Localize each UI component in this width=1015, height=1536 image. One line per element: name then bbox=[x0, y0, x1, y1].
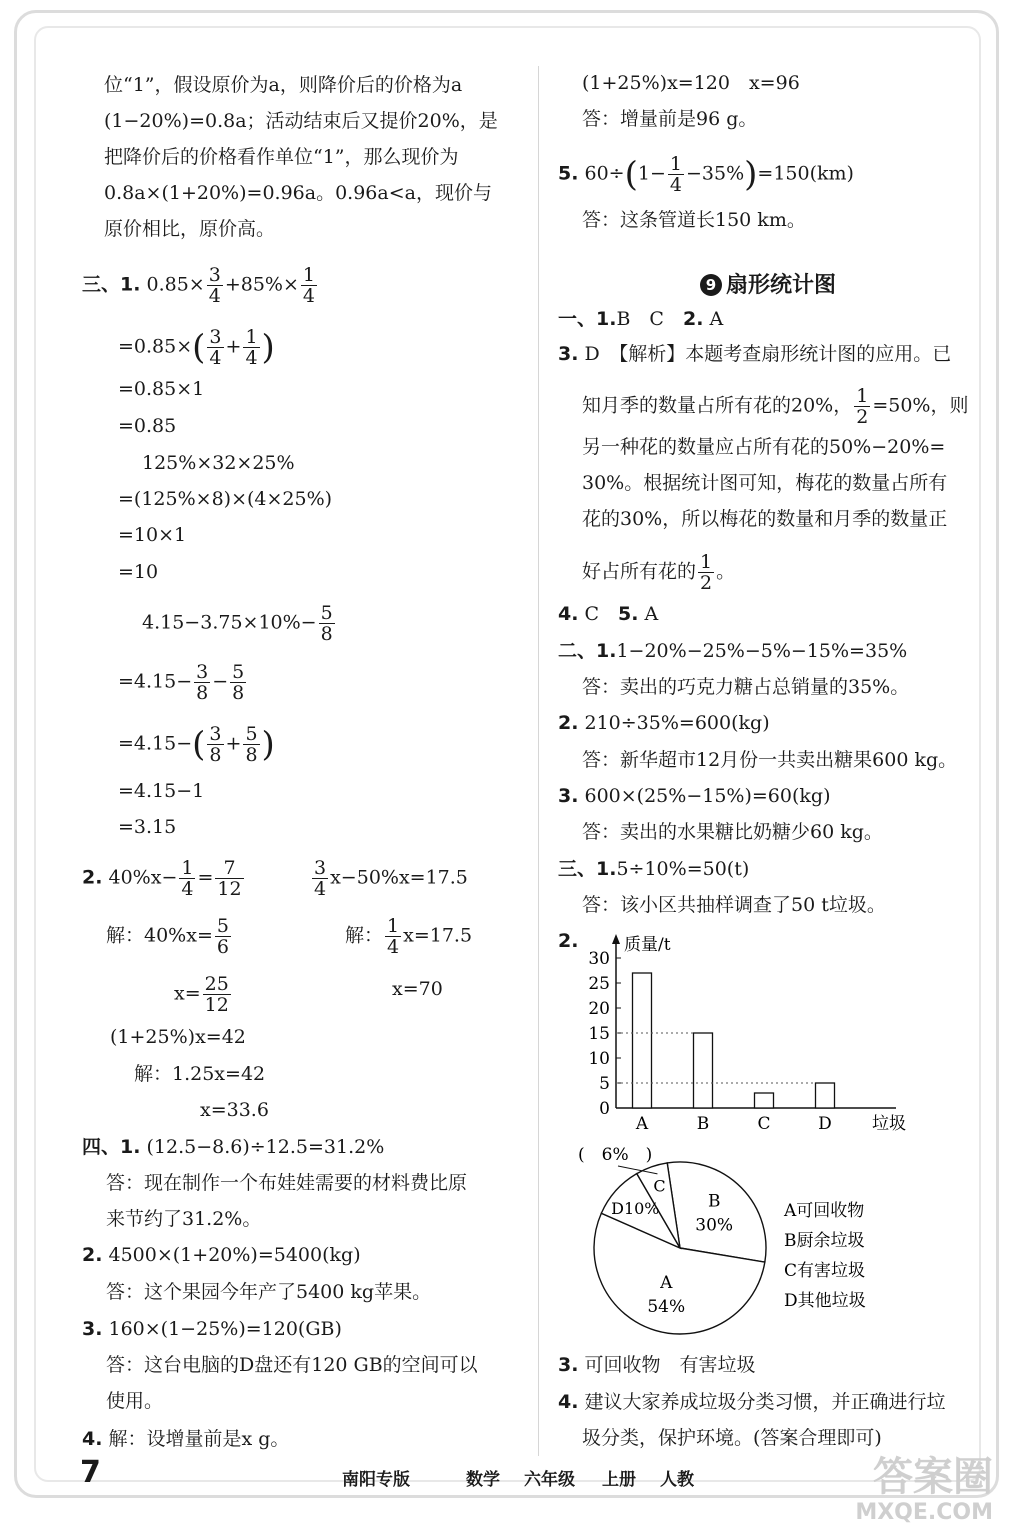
footer-edition: 南阳专版 bbox=[342, 1470, 410, 1490]
text-line: 位“1”，假设原价为a，则降价后的价格为a bbox=[104, 74, 463, 96]
fraction: $\frac{5}{8}$ bbox=[232, 661, 245, 704]
x-tick-label: C bbox=[757, 1114, 771, 1134]
text: = bbox=[197, 866, 214, 889]
calc-2-step: =10×1 bbox=[118, 524, 187, 546]
problem-line bbox=[558, 1389, 946, 1415]
text: A bbox=[709, 308, 724, 330]
question-number: 3. bbox=[558, 343, 579, 365]
bar-chart bbox=[580, 925, 920, 1135]
legend-item-C: C有害垃圾 bbox=[784, 1261, 866, 1281]
calc-3-step: =4.15−( $\frac{3}{8}$ + $\frac{5}{8}$ ) bbox=[118, 723, 275, 766]
equation-c: (1+25%)x=42 bbox=[110, 1026, 246, 1048]
footer-publisher: 人教 bbox=[660, 1470, 694, 1490]
calc-1-step: =0.85×1 bbox=[118, 378, 205, 400]
watermark-url: MXQE.COM bbox=[855, 1500, 993, 1525]
equation-b-step bbox=[345, 916, 472, 957]
y-tick-label: 30 bbox=[588, 949, 610, 969]
calc-2-question: 125%×32×25% bbox=[142, 452, 295, 474]
pie-label-value: 30% bbox=[695, 1215, 734, 1236]
text: 0.85× bbox=[146, 273, 205, 296]
text: 40%x− bbox=[108, 866, 178, 889]
text: =0.85× bbox=[118, 335, 193, 358]
text-line: 0.8a×(1+20%)=0.96a。0.96a<a，现价与 bbox=[104, 182, 492, 204]
calc-3-question bbox=[142, 603, 337, 644]
fraction: $\frac{1}{2}$ bbox=[856, 385, 869, 428]
problem-4 bbox=[82, 1426, 289, 1452]
answer-line: 来节约了31.2%。 bbox=[106, 1208, 262, 1230]
fraction: $\frac{3}{4}$ bbox=[209, 326, 222, 369]
bar-D bbox=[816, 1083, 835, 1108]
calc-2-step: =10 bbox=[118, 561, 159, 583]
text: A bbox=[644, 603, 659, 625]
text: + bbox=[225, 732, 242, 755]
x-tick-label: D bbox=[818, 1114, 832, 1134]
text: x= bbox=[174, 982, 201, 1005]
pie-label-key: C bbox=[653, 1176, 666, 1196]
calc-3-step: =3.15 bbox=[118, 816, 177, 838]
footer-term: 上册 bbox=[602, 1470, 636, 1490]
text: − bbox=[212, 670, 229, 693]
text: 160×(1−25%)=120(GB) bbox=[108, 1318, 342, 1340]
fraction: $\frac{5}{6}$ bbox=[216, 915, 229, 958]
explanation-line bbox=[582, 552, 735, 593]
y-tick-label: 15 bbox=[588, 1024, 610, 1044]
question-number: 2. bbox=[682, 308, 704, 330]
question-number: 3. bbox=[82, 1318, 103, 1340]
explanation-line: 30%。根据统计图可知，梅花的数量占所有 bbox=[582, 472, 948, 494]
answer-line: 答：增量前是96 g。 bbox=[582, 108, 758, 130]
explanation-line: 另一种花的数量应占所有花的50%−20%= bbox=[582, 436, 946, 458]
section-heading bbox=[700, 268, 836, 299]
fraction: $\frac{3}{4}$ bbox=[208, 264, 221, 307]
problem-2 bbox=[82, 1242, 361, 1268]
fraction: $\frac{1}{4}$ bbox=[181, 857, 194, 900]
calc-1-question bbox=[82, 265, 319, 306]
text: B C bbox=[616, 308, 683, 330]
explanation-line bbox=[582, 386, 968, 427]
bar-C bbox=[755, 1093, 774, 1108]
pie-label-value: 54% bbox=[647, 1296, 686, 1317]
text: 。 bbox=[716, 560, 736, 583]
legend-item-A: A可回收物 bbox=[784, 1201, 865, 1221]
calc-3-step bbox=[118, 662, 248, 703]
x-tick-label: A bbox=[635, 1114, 649, 1134]
text: 解：设增量前是x g。 bbox=[108, 1428, 290, 1450]
pie-blank-answer: ( 6% ) bbox=[578, 1145, 653, 1165]
text: (12.5−8.6)÷12.5=31.2% bbox=[146, 1136, 385, 1158]
y-tick-label: 5 bbox=[599, 1074, 610, 1094]
text: =150(km) bbox=[757, 162, 854, 185]
fraction: $\frac{1}{2}$ bbox=[700, 551, 713, 594]
fraction: $\frac{1}{4}$ bbox=[245, 326, 258, 369]
problem-line bbox=[558, 710, 770, 736]
answer-line: 圾分类，保护环境。(答案合理即可) bbox=[582, 1427, 882, 1449]
page-number: 7 bbox=[80, 1455, 101, 1490]
question-number: 4. bbox=[558, 1391, 579, 1413]
section-label: 三、1. bbox=[82, 273, 141, 296]
equation-a-step bbox=[174, 974, 233, 1015]
text: 1− bbox=[637, 162, 666, 185]
mc-answers bbox=[558, 601, 658, 627]
y-tick-label: 25 bbox=[588, 974, 610, 994]
answer-line: 答：这条管道长150 km。 bbox=[582, 209, 806, 231]
question-number: 5. bbox=[558, 162, 579, 185]
text: x=17.5 bbox=[403, 924, 473, 947]
fraction: $\frac{3}{8}$ bbox=[209, 723, 222, 766]
text: =4.15− bbox=[118, 732, 193, 755]
question-number: 3. bbox=[558, 785, 579, 807]
answer-line: 答：该小区共抽样调查了50 t垃圾。 bbox=[582, 894, 886, 916]
text: 5÷10%=50(t) bbox=[616, 858, 750, 880]
answer-line: 答：卖出的水果糖比奶糖少60 kg。 bbox=[582, 821, 883, 843]
section-number-badge: 9 bbox=[700, 274, 722, 296]
equation-b-step: x=70 bbox=[392, 978, 443, 1000]
problem-3 bbox=[82, 1316, 342, 1342]
watermark-logo: 答案圈 bbox=[873, 1454, 993, 1500]
text: −35% bbox=[685, 162, 745, 185]
mc-answers bbox=[558, 306, 723, 332]
legend-item-D: D其他垃圾 bbox=[784, 1291, 866, 1311]
question-number: 4. bbox=[82, 1428, 103, 1450]
answer-line: 答：这个果园今年产了5400 kg苹果。 bbox=[106, 1281, 432, 1303]
answer-line: 答：卖出的巧克力糖占总销量的35%。 bbox=[582, 676, 910, 698]
pie-label-key: B bbox=[707, 1191, 721, 1212]
calc-2-step: =(125%×8)×(4×25%) bbox=[118, 488, 333, 510]
equation-a bbox=[82, 858, 246, 899]
text: 解：40%x= bbox=[106, 924, 213, 947]
fraction: $\frac{5}{8}$ bbox=[245, 723, 258, 766]
fraction: $\frac{3}{8}$ bbox=[196, 661, 209, 704]
pie-label-key-value: D10% bbox=[611, 1198, 660, 1218]
calc-3-step: =4.15−1 bbox=[118, 780, 205, 802]
text: 解： bbox=[345, 924, 384, 947]
y-axis-arrow bbox=[612, 934, 620, 944]
answer-line: 答：新华超市12月份一共卖出糖果600 kg。 bbox=[582, 749, 958, 771]
x-tick-label: B bbox=[696, 1114, 710, 1134]
section-label: 四、1. bbox=[82, 1136, 141, 1158]
text: x−50%x=17.5 bbox=[330, 866, 468, 889]
text: =4.15− bbox=[118, 670, 193, 693]
footer-subject: 数学 bbox=[466, 1470, 500, 1490]
text: D 【解析】本题考查扇形统计图的应用。已 bbox=[584, 343, 952, 365]
text: 600×(25%−15%)=60(kg) bbox=[584, 785, 831, 807]
problem-1 bbox=[82, 1134, 384, 1160]
fraction: $\frac{5}{8}$ bbox=[320, 602, 333, 645]
pie-slice-B bbox=[667, 1162, 766, 1262]
calc-1-step: =0.85×( $\frac{3}{4}$ + $\frac{1}{4}$ ) bbox=[118, 326, 275, 369]
text-line: (1−20%)=0.8a；活动结束后又提价20%，是 bbox=[104, 110, 498, 132]
text: =50%，则 bbox=[872, 394, 969, 417]
fraction: $\frac{1}{4}$ bbox=[302, 264, 315, 307]
bar-B bbox=[694, 1033, 713, 1108]
question-number: 三、1. bbox=[558, 858, 617, 880]
problem-line bbox=[558, 638, 907, 664]
equation-a-step bbox=[106, 916, 233, 957]
pie-chart bbox=[570, 1140, 910, 1350]
text: 建议大家养成垃圾分类习惯，并正确进行垃 bbox=[584, 1391, 946, 1413]
text: 4.15−3.75×10%− bbox=[142, 611, 317, 634]
question-number: 3. bbox=[558, 1354, 579, 1376]
answer-line: 答：现在制作一个布娃娃需要的材料费比原 bbox=[106, 1172, 468, 1194]
explanation-line bbox=[558, 341, 951, 367]
text: 知月季的数量占所有花的20%， bbox=[582, 394, 853, 417]
y-tick-label: 0 bbox=[599, 1099, 610, 1119]
legend-item-B: B厨余垃圾 bbox=[784, 1231, 865, 1251]
text: 1−20%−25%−5%−15%=35% bbox=[616, 640, 908, 662]
text: 可回收物 有害垃圾 bbox=[584, 1354, 756, 1376]
equation-b bbox=[310, 858, 468, 899]
question-number: 2. bbox=[558, 712, 579, 734]
equation-c-step: x=33.6 bbox=[200, 1099, 269, 1121]
text: 210÷35%=600(kg) bbox=[584, 712, 770, 734]
problem-line bbox=[558, 1352, 756, 1378]
text-line: 把降价后的价格看作单位“1”，那么现价为 bbox=[104, 146, 459, 168]
text: +85%× bbox=[224, 273, 299, 296]
y-tick-label: 20 bbox=[588, 999, 610, 1019]
y-axis-label: 质量/t bbox=[624, 935, 671, 955]
text: 好占所有花的 bbox=[582, 560, 697, 583]
calc-1-step: =0.85 bbox=[118, 415, 177, 437]
text: C bbox=[584, 603, 619, 625]
text: 4500×(1+20%)=5400(kg) bbox=[108, 1244, 361, 1266]
column-divider bbox=[538, 66, 539, 1456]
equation-c-step: 解：1.25x=42 bbox=[134, 1063, 266, 1085]
question-number: 2. bbox=[82, 1244, 103, 1266]
answer-line: 答：这台电脑的D盘还有120 GB的空间可以 bbox=[106, 1354, 478, 1376]
problem-line bbox=[558, 856, 749, 882]
answer-line: 使用。 bbox=[106, 1390, 164, 1412]
pie-label-key: A bbox=[660, 1272, 673, 1293]
fraction: $\frac{7}{12}$ bbox=[217, 857, 242, 900]
fraction: $\frac{1}{4}$ bbox=[669, 153, 682, 196]
problem-5: 5. 60÷(1− $\frac{1}{4}$ −35%)=150(km) bbox=[558, 153, 854, 196]
fraction: $\frac{25}{12}$ bbox=[204, 973, 229, 1016]
footer-grade: 六年级 bbox=[524, 1470, 575, 1490]
x-axis-label: 垃圾 bbox=[872, 1114, 906, 1134]
question-number: 2. bbox=[558, 930, 579, 952]
fraction: $\frac{1}{4}$ bbox=[387, 915, 400, 958]
text-line: (1+25%)x=120 x=96 bbox=[582, 72, 800, 94]
section-heading-text: 扇形统计图 bbox=[726, 273, 837, 298]
explanation-line: 花的30%，所以梅花的数量和月季的数量正 bbox=[582, 508, 948, 530]
question-number: 5. bbox=[618, 603, 639, 625]
question-number: 一、1. bbox=[558, 308, 617, 330]
question-number: 4. bbox=[558, 603, 579, 625]
problem-line bbox=[558, 783, 831, 809]
text: 60÷ bbox=[584, 162, 625, 185]
y-tick-label: 10 bbox=[588, 1049, 610, 1069]
question-number: 二、1. bbox=[558, 640, 617, 662]
fraction: $\frac{3}{4}$ bbox=[314, 857, 327, 900]
bar-A bbox=[633, 973, 652, 1108]
question-number: 2. bbox=[82, 866, 103, 889]
text-line: 原价相比，原价高。 bbox=[104, 218, 276, 240]
